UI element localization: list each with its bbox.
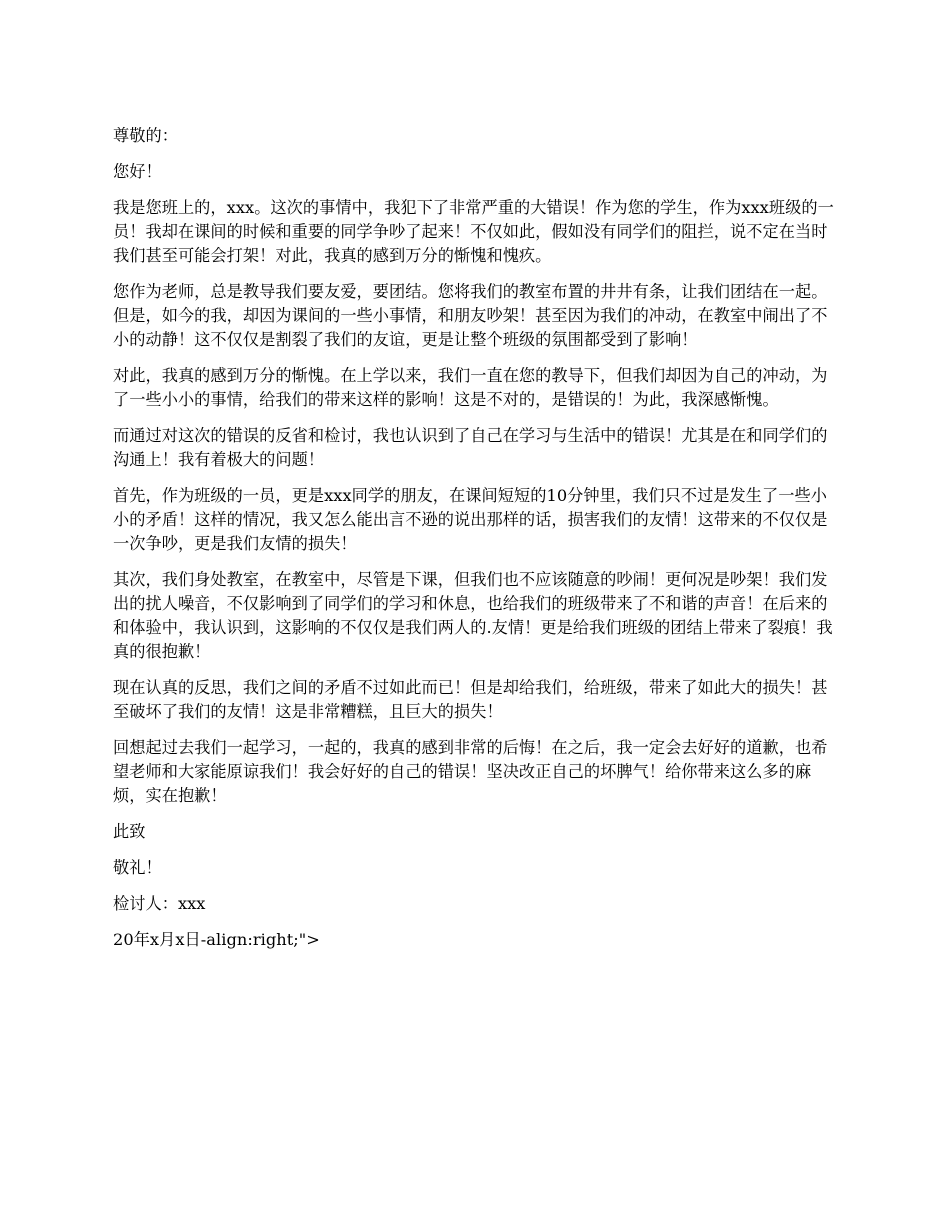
paragraph-5: 首先，作为班级的一员，更是xxx同学的朋友，在课间短短的10分钟里，我们只不过是发生了一些小小的矛盾！这样的情况，我又怎么能出言不逊的说出那样的话，损害我们的友情！这带来的不仅仅是一次争吵，更是我们友情的损失！ <box>113 486 828 553</box>
paragraph-4: 而通过对这次的错误的反省和检讨，我也认识到了自己在学习与生活中的错误！尤其是在和同学们的沟通上！我有着极大的问题！ <box>113 426 828 469</box>
letter-body <box>113 124 843 964</box>
closing-line-1: 此致 <box>113 822 146 841</box>
greeting: 您好！ <box>113 162 162 181</box>
closing-line-2: 敬礼！ <box>113 858 162 877</box>
paragraph-6: 其次，我们身处教室，在教室中，尽管是下课，但我们也不应该随意的吵闹！更何况是吵架！我们发出的扰人噪音，不仅影响到了同学们的学习和休息，也给我们的班级带来了不和谐的声音！在后来的和体验中，我认识到，这影响的不仅仅是我们两人的.友情！更是给我们班级的团结上带来了裂痕！我真的很抱歉！ <box>113 570 833 661</box>
salutation: 尊敬的： <box>113 126 178 145</box>
signature: 检讨人：xxx <box>113 894 206 913</box>
paragraph-8: 回想起过去我们一起学习，一起的，我真的感到非常的后悔！在之后，我一定会去好好的道歉，也希望老师和大家能原谅我们！我会好好的自己的错误！坚决改正自己的坏脾气！给你带来这么多的麻烦，实在抱歉！ <box>113 738 828 805</box>
date-line: 20年x月x日-align:right;"> <box>113 930 320 949</box>
paragraph-3: 对此，我真的感到万分的惭愧。在上学以来，我们一直在您的教导下，但我们却因为自己的冲动，为了一些小小的事情，给我们的带来这样的影响！这是不对的，是错误的！为此，我深感惭愧。 <box>113 366 828 409</box>
paragraph-2: 您作为老师，总是教导我们要友爱，要团结。您将我们的教室布置的井井有条，让我们团结在一起。但是，如今的我，却因为课间的一些小事情，和朋友吵架！甚至因为我们的冲动，在教室中闹出了不小的动静！这不仅仅是割裂了我们的友谊，更是让整个班级的氛围都受到了影响！ <box>113 282 828 349</box>
paragraph-1: 我是您班上的，xxx。这次的事情中，我犯下了非常严重的大错误！作为您的学生，作为xxx班级的一员！我却在课间的时候和重要的同学争吵了起来！不仅如此，假如没有同学们的阻拦，说不定在当时我们甚至可能会打架！对此，我真的感到万分的惭愧和愧疚。 <box>113 198 834 265</box>
paragraph-7: 现在认真的反思，我们之间的矛盾不过如此而已！但是却给我们，给班级，带来了如此大的损失！甚至破坏了我们的友情！这是非常糟糕，且巨大的损失！ <box>113 678 828 721</box>
